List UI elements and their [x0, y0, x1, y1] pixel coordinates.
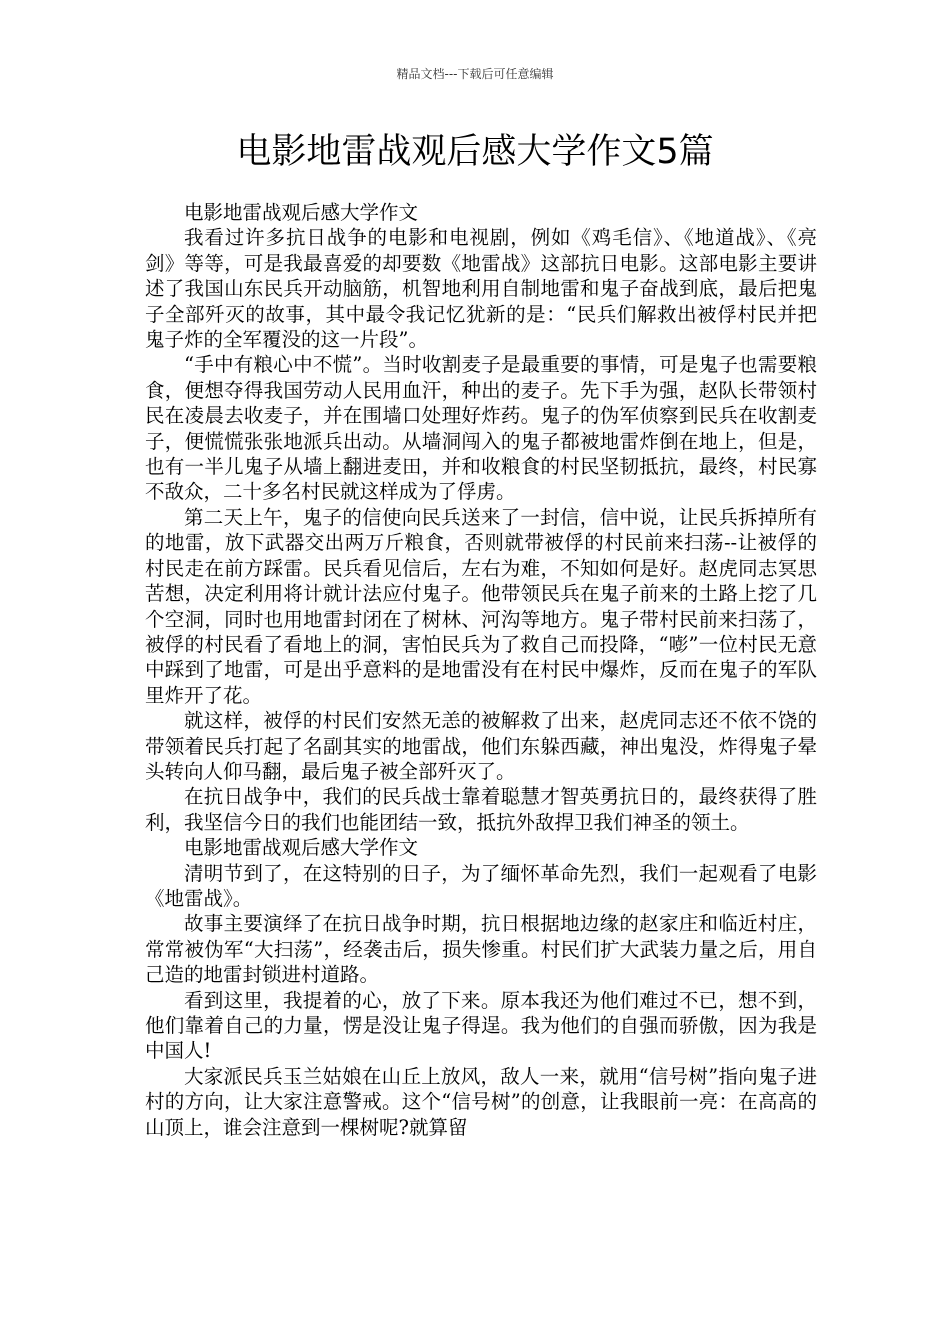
paragraph: 就这样，被俘的村民们安然无恙的被解救了出来，赵虎同志还不依不饶的带领着民兵打起了名副其实的地雷战，他们东躲西藏，神出鬼没，炸得鬼子晕头转向人仰马翻，最后鬼子被全部歼灭了。 [145, 709, 817, 783]
paragraph: 清明节到了，在这特别的日子，为了缅怀革命先烈，我们一起观看了电影《地雷战》。 [145, 861, 817, 910]
paragraph: 第二天上午，鬼子的信使向民兵送来了一封信，信中说，让民兵拆掉所有的地雷，放下武器交出两万斤粮食，否则就带被俘的村民前来扫荡--让被俘的村民走在前方踩雷。民兵看见信后，左右为难，不知如何是好。赵虎同志冥思苦想，决定利用将计就计法应付鬼子。他带领民兵在鬼子前来的土路上挖了几个空洞，同时也用地雷封闭在了树林、河沟等地方。鬼子带村民前来扫荡了，被俘的村民看了看地上的洞，害怕民兵为了救自己而投降，“嘭”一位村民无意中踩到了地雷，可是出乎意料的是地雷没有在村民中爆炸，反而在鬼子的军队里炸开了花。 [145, 505, 817, 707]
paragraph: 我看过许多抗日战争的电影和电视剧，例如《鸡毛信》、《地道战》、《亮剑》等等，可是我最喜爱的却要数《地雷战》这部抗日电影。这部电影主要讲述了我国山东民兵开动脑筋，机智地利用自制地雷和鬼子奋战到底，最后把鬼子全部歼灭的故事，其中最令我记忆犹新的是：“民兵们解救出被俘村民并把鬼子炸的全军覆没的这一片段”。 [145, 226, 817, 352]
paragraph: 大家派民兵玉兰姑娘在山丘上放风，敌人一来，就用“信号树”指向鬼子进村的方向，让大家注意警戒。这个“信号树”的创意，让我眼前一亮：在高高的山顶上，谁会注意到一棵树呢?就算留 [145, 1064, 817, 1139]
section-heading: 电影地雷战观后感大学作文 [184, 836, 419, 860]
section-heading: 电影地雷战观后感大学作文 [184, 201, 419, 224]
document-body [145, 200, 817, 1140]
page-header: 精品文档---下载后可任意编辑 [396, 67, 554, 81]
paragraph: 故事主要演绎了在抗日战争时期，抗日根据地边缘的赵家庄和临近村庄，常常被伪军“大扫荡”，经袭击后，损失惨重。村民们扩大武装力量之后，用自己造的地雷封锁进村道路。 [145, 912, 817, 987]
paragraph: 在抗日战争中，我们的民兵战士靠着聪慧才智英勇抗日的，最终获得了胜利，我坚信今日的我们也能团结一致，抵抗外敌捍卫我们神圣的领土。 [145, 785, 817, 834]
paragraph: “手中有粮心中不慌”。当时收割麦子是最重要的事情，可是鬼子也需要粮食，便想夺得我国劳动人民用血汗，种出的麦子。先下手为强，赵队长带领村民在凌晨去收麦子，并在围墙口处理好炸药。鬼子的伪军侦察到民兵在收割麦子，便慌慌张张地派兵出动。从墙洞闯入的鬼子都被地雷炸倒在地上，但是，也有一半儿鬼子从墙上翻进麦田，并和收粮食的村民坚韧抵抗，最终，村民寡不敌众，二十多名村民就这样成为了俘虏。 [145, 353, 817, 504]
document-title: 电影地雷战观后感大学作文5篇 [236, 132, 714, 172]
paragraph: 看到这里，我提着的心，放了下来。原本我还为他们难过不已，想不到，他们靠着自己的力量，愣是没让鬼子得逞。我为他们的自强而骄傲，因为我是中国人! [145, 988, 817, 1063]
